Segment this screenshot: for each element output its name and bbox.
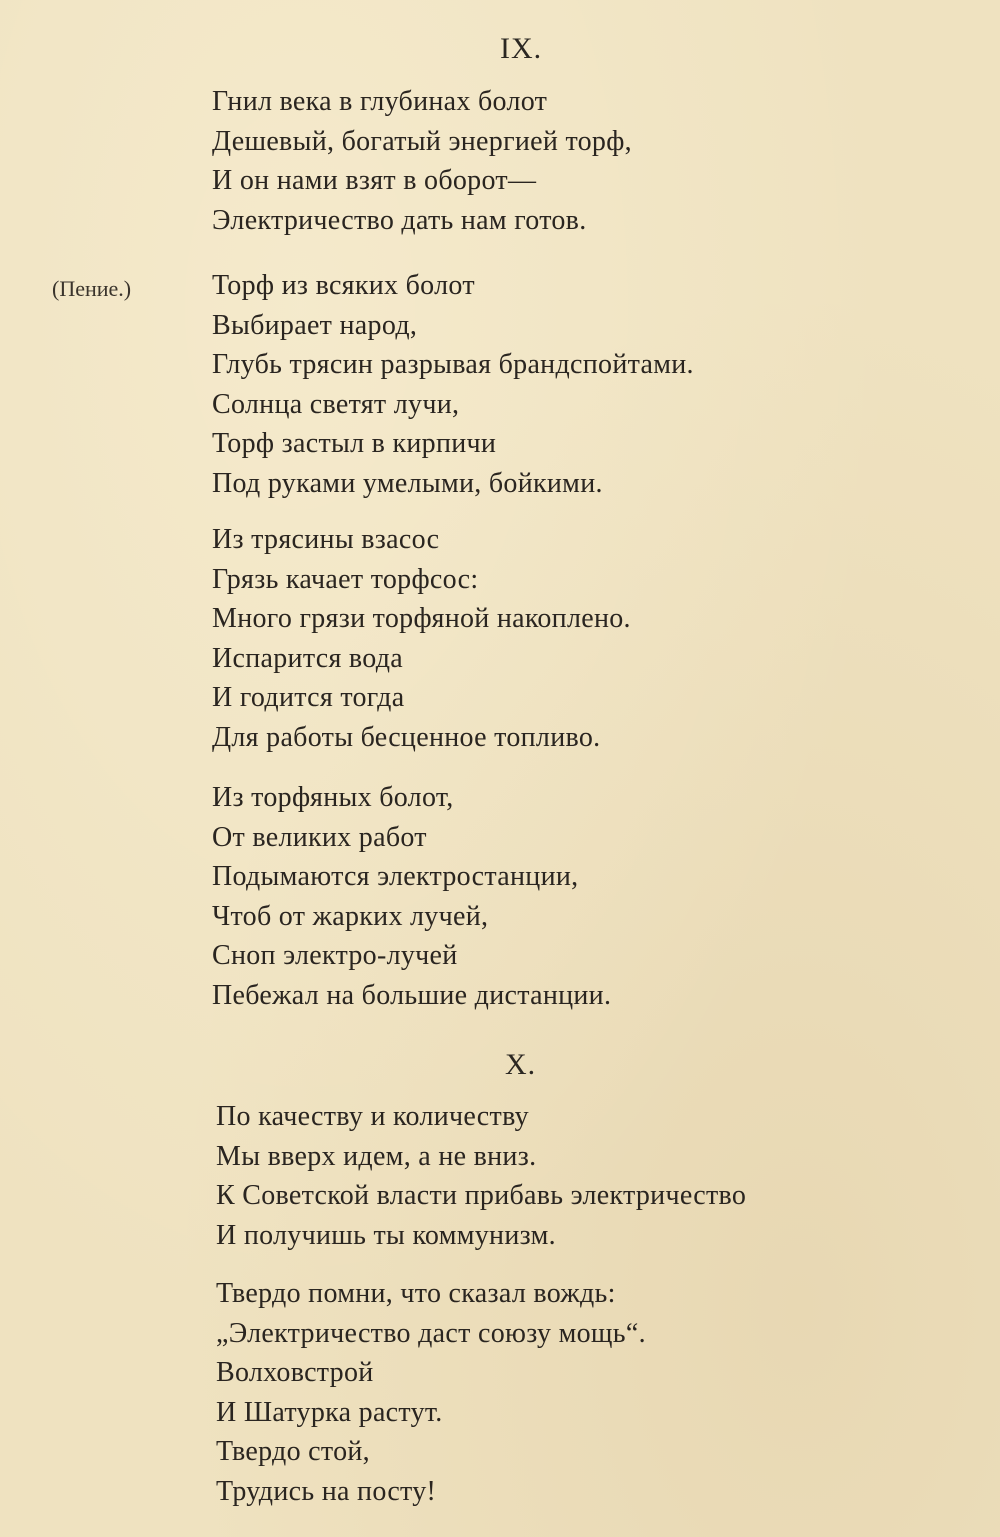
verse-line: И годится тогда	[212, 682, 405, 713]
verse-line: Испарится вода	[212, 642, 404, 674]
verse-line: И Шатурка растут.	[216, 1396, 443, 1428]
stanza-x-1	[216, 1097, 746, 1255]
verse-line: По качеству и количеству	[216, 1101, 529, 1132]
verse-line: Из трясины взасос	[212, 524, 440, 555]
verse-line: Гнил века в глубинах болот	[212, 86, 548, 117]
verse-line: Электричество дать нам готов.	[212, 204, 587, 236]
verse-line: Мы вверх идем, а не вниз.	[216, 1140, 537, 1172]
section-heading-ix: IX.	[500, 32, 543, 65]
verse-line: Из торфяных болот,	[212, 782, 454, 813]
verse-line: Дешевый, богатый энергией торф,	[212, 125, 632, 157]
verse-line: Торф застыл в кирпичи	[212, 428, 497, 459]
verse-line: Солнца светят лучи,	[212, 388, 460, 420]
verse-line: Торф из всяких болот	[212, 270, 475, 301]
verse-line: От великих работ	[212, 821, 427, 853]
verse-line: К Советской власти прибавь электричество	[216, 1180, 747, 1211]
verse-line: И он нами взят в оборот—	[212, 165, 537, 196]
verse-line: Под руками умелыми, бойкими.	[212, 467, 603, 499]
stanza-ix-2	[212, 266, 694, 503]
verse-line: И получишь ты коммунизм.	[216, 1219, 556, 1251]
verse-line: Выбирает народ,	[212, 309, 418, 341]
verse-line: Глубь трясин разрывая брандспойтами.	[212, 349, 694, 380]
verse-line: Сноп электро-лучей	[212, 940, 458, 971]
verse-line: Твердо помни, что сказал вождь:	[216, 1278, 616, 1309]
stanza-ix-3	[212, 520, 631, 757]
verse-line: Волховстрой	[216, 1357, 374, 1388]
stanza-ix-4	[212, 778, 611, 1015]
verse-line: Трудись на посту!	[216, 1475, 437, 1507]
verse-line: Чтоб от жарких лучей,	[212, 900, 489, 932]
margin-note-singing: (Пение.)	[52, 276, 132, 301]
stanza-ix-1	[212, 82, 632, 240]
verse-line: Много грязи торфяной накоплено.	[212, 603, 631, 634]
verse-line: „Электричество даст союзу мощь“.	[216, 1317, 646, 1349]
section-heading-x: X.	[505, 1048, 537, 1081]
verse-line: Грязь качает торфсос:	[212, 563, 479, 595]
verse-line: Твердо стой,	[216, 1436, 370, 1467]
verse-line: Для работы бесценное топливо.	[212, 721, 601, 753]
verse-line: Пебежал на большие дистанции.	[212, 979, 612, 1011]
stanza-x-2	[216, 1274, 646, 1511]
verse-line: Подымаются электростанции,	[212, 861, 579, 892]
